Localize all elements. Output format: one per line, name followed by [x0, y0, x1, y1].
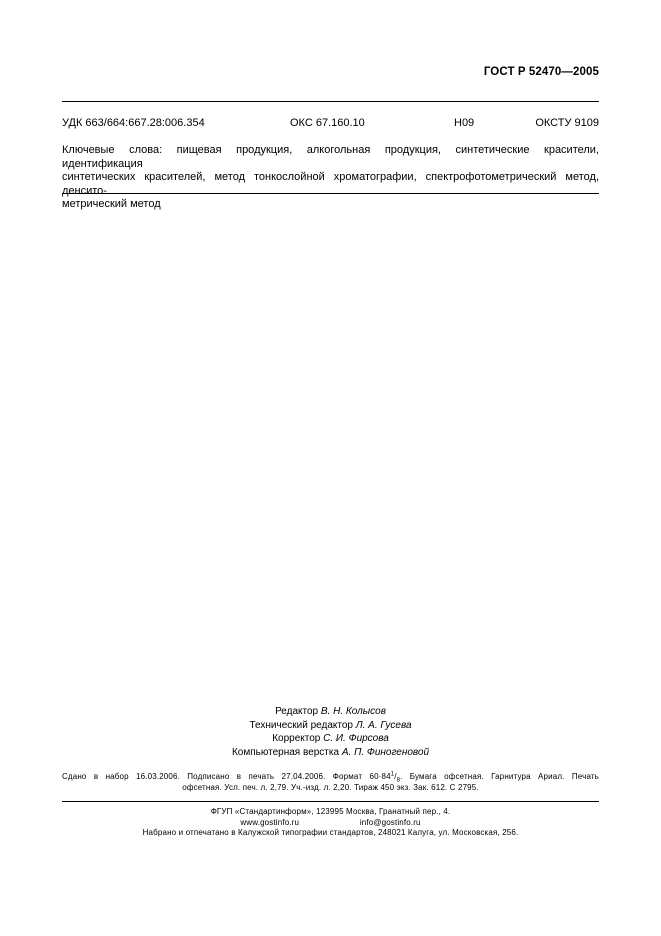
print-details-text: Сдано в набор 16.03.2006. Подписано в печать 27.04.2006. Формат 60·84	[62, 772, 391, 781]
keywords-line: Ключевые слова: пищевая продукция, алкогольная продукция, синтетические красители, идентификация	[62, 144, 599, 170]
credit-role: Редактор	[275, 706, 319, 717]
format-fraction-top: 1	[390, 771, 395, 778]
print-details-line: Сдано в набор 16.03.2006. Подписано в печать 27.04.2006. Формат $60\cdot 84^1/_8$. Бумага офсетная. Гарнитура Ариал. Печать	[62, 771, 599, 784]
udk-code: УДК 663/664:667.28:006.354	[62, 117, 205, 129]
print-details	[62, 772, 599, 793]
oks-code: ОКС 67.160.10	[290, 117, 365, 129]
printer-info: Набрано и отпечатано в Калужской типографии стандартов, 248021 Калуга, ул. Московская, 256.	[142, 828, 519, 837]
classification-row	[62, 117, 599, 133]
publisher-contacts	[0, 818, 661, 829]
top-divider	[62, 101, 599, 102]
credit-role: Технический редактор	[249, 719, 353, 731]
credit-name: В. Н. Колысов	[320, 706, 386, 717]
publisher-block	[0, 807, 661, 839]
credit-name: Л. А. Гусева	[355, 719, 412, 731]
publisher-address: ФГУП «Стандартинформ», 123995 Москва, Гранатный пер., 4.	[210, 807, 451, 816]
group-code: Н09	[454, 117, 475, 129]
layout-credit	[0, 746, 661, 760]
corrector-credit	[0, 732, 661, 746]
credits-block	[0, 705, 661, 759]
document-code: ГОСТ Р 52470—2005	[483, 66, 599, 78]
keywords-block	[62, 144, 599, 212]
editor-credit	[0, 705, 661, 719]
credit-name: С. И. Фирсова	[323, 733, 389, 744]
print-details-text: . Бумага офсетная. Гарнитура Ариал. Печать	[400, 772, 599, 781]
credit-name: А. П. Финогеновой	[341, 746, 430, 758]
imprint-divider	[62, 801, 599, 802]
middle-divider	[62, 193, 599, 194]
keywords-line: метрический метод	[62, 198, 161, 210]
keywords-line: синтетических красителей, метод тонкослойной хроматографии, спектрофотометрический метод, денсито-	[62, 171, 599, 197]
credit-role: Корректор	[272, 733, 321, 744]
tech-editor-credit	[0, 719, 661, 733]
publisher-email[interactable]: info@gostinfo.ru	[359, 817, 421, 827]
okstu-code: ОКСТУ 9109	[535, 117, 599, 129]
print-details-line: офсетная. Усл. печ. л. 2,79. Уч.-изд. л. 2,20. Тираж 450 экз. Зак. 612. С 2795.	[182, 782, 479, 792]
publisher-website[interactable]: www.gostinfo.ru	[240, 817, 300, 827]
format-fraction-bottom: 8	[396, 777, 401, 784]
credit-role: Компьютерная верстка	[231, 746, 340, 758]
